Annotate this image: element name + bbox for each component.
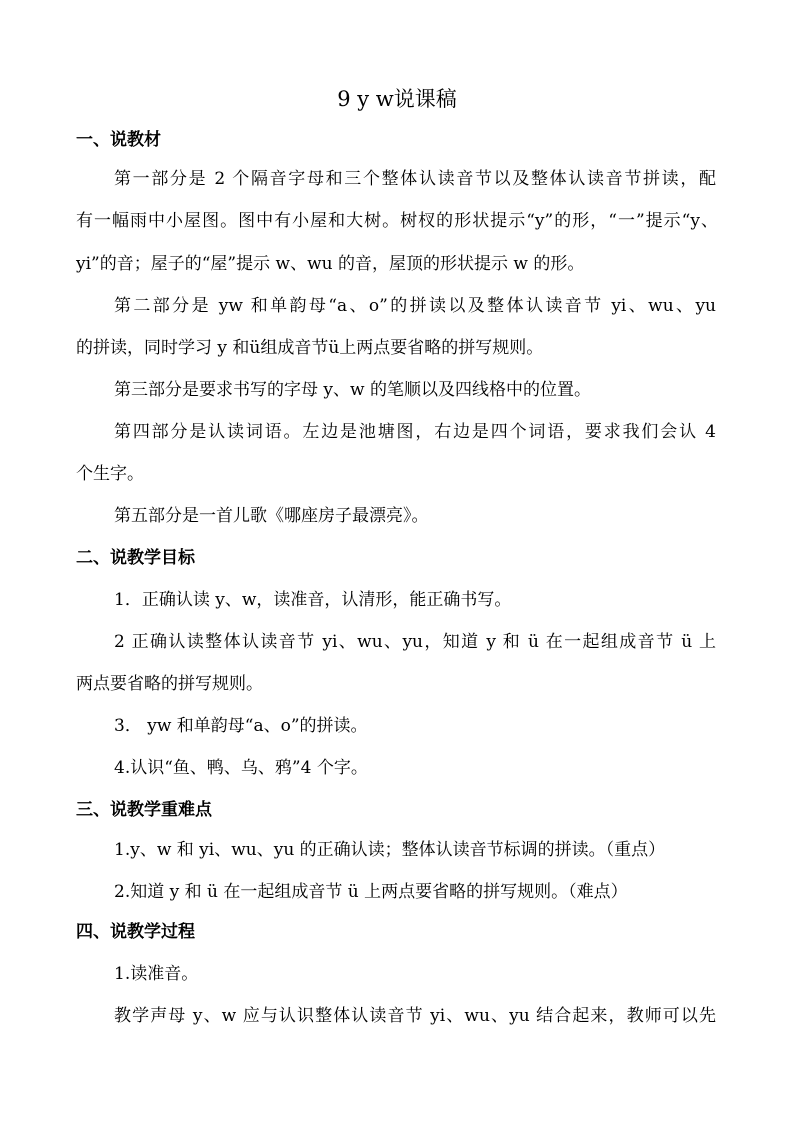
paragraph-line: 第二部分是 yw 和单韵母“a、o”的拼读以及整体认读音节 yi、wu、yu [114,296,716,316]
paragraph-line: 教学声母 y、w 应与认识整体认读音节 yi、wu、yu 结合起来，教师可以先 [114,1006,716,1026]
paragraph-line: 第五部分是一首儿歌《哪座房子最漂亮》。 [114,506,429,526]
paragraph-line: 有一幅雨中小屋图。图中有小屋和大树。树杈的形状提示“y”的形，“一”提示“y、 [76,211,718,231]
section-heading-teaching-material: 一、说教材 [76,130,161,150]
section-heading-teaching-process: 四、说教学过程 [76,922,195,942]
list-item: 4.认识“鱼、鸭、乌、鸦”4 个字。 [114,758,368,778]
list-item: 2 正确认读整体认读音节 yi、wu、yu，知道 y 和 ü 在一起组成音节 ü 上 [114,632,716,652]
paragraph-line: 第一部分是 2 个隔音字母和三个整体认读音节以及整体认读音节拼读，配 [114,169,716,189]
paragraph-line: 第三部分是要求书写的字母 y、w 的笔顺以及四线格中的位置。 [114,380,591,400]
paragraph-line: 的拼读，同时学习 y 和ü组成音节ü上两点要省略的拼写规则。 [76,338,544,358]
section-heading-key-points: 三、说教学重难点 [76,800,212,820]
list-item: 1.y、w 和 yi、wu、yu 的正确认读；整体认读音节标调的拼读。（重点） [114,840,666,860]
paragraph-line: 第四部分是认读词语。左边是池塘图，右边是四个词语，要求我们会认 4 [114,422,716,442]
list-item: 3． yw 和单韵母“a、o”的拼读。 [114,716,368,736]
paragraph-line: 两点要省略的拼写规则。 [76,674,263,694]
paragraph-line: 个生字。 [76,464,144,484]
document-title: 9 y w说课稿 [337,87,457,111]
section-heading-teaching-goals: 二、说教学目标 [76,548,195,568]
list-item: 2.知道 y 和 ü 在一起组成音节 ü 上两点要省略的拼写规则。（难点） [114,882,628,902]
list-item: 1．正确认读 y、w，读准音，认清形，能正确书写。 [114,590,512,610]
paragraph-line: yi”的音；屋子的“屋”提示 w、wu 的音，屋顶的形状提示 w 的形。 [76,254,585,274]
list-item: 1.读准音。 [114,964,199,984]
